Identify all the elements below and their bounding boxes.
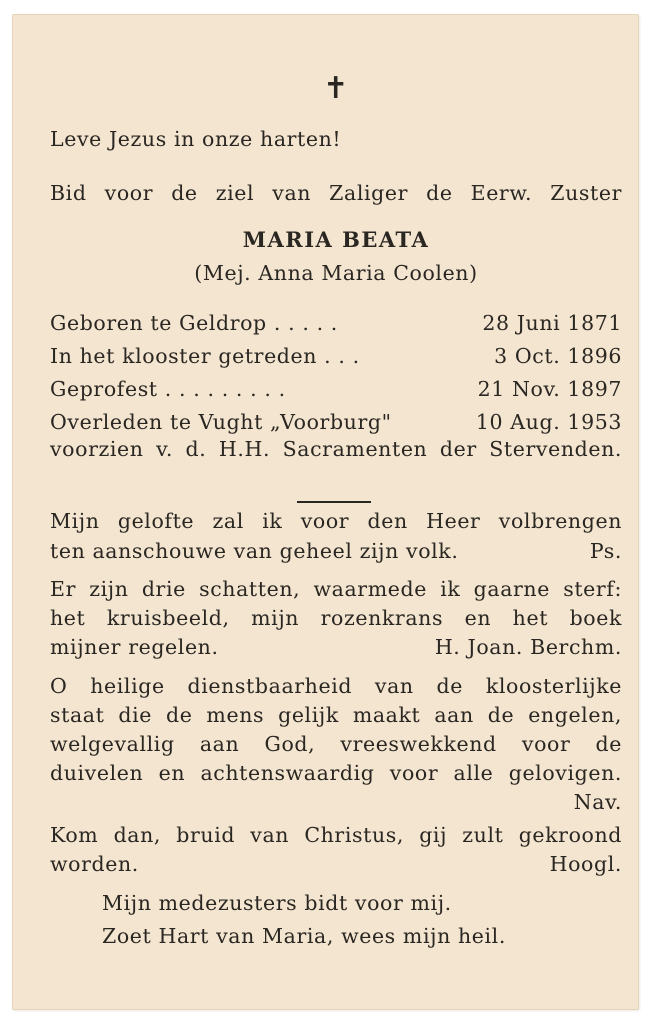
event-label: Overleden te Vught „Voorburg": [50, 410, 392, 434]
quote-3-line-3: welgevallig aan God, vreeswekkend voor de: [50, 732, 622, 756]
event-label: In het klooster getreden . . .: [50, 344, 360, 368]
event-profession: [50, 376, 622, 402]
quote-4-line-1: Kom dan, bruid van Christus, gij zult gekroond: [50, 823, 622, 847]
event-death: [50, 409, 622, 435]
event-label: Geboren te Geldrop . . . . .: [50, 311, 338, 335]
event-date: 21 Nov. 1897: [477, 377, 622, 401]
sacraments-line: voorzien v. d. H.H. Sacramenten der Stervenden.: [50, 437, 622, 461]
quote-3-line-2: staat die de mens gelijk maakt aan de engelen,: [50, 703, 622, 727]
quote-line: mijner regelen.: [50, 635, 219, 659]
quote-1-last: [50, 538, 622, 564]
memorial-card: [12, 14, 639, 1010]
quote-source: Hoogl.: [549, 852, 622, 876]
quote-source: H. Joan. Berchm.: [434, 635, 622, 659]
quote-source: Nav.: [573, 790, 622, 814]
quote-3-line-1: O heilige dienstbaarheid van de kloosterlijke: [50, 674, 622, 698]
closing-line-1: Mijn medezusters bidt voor mij.: [102, 891, 452, 915]
religious-name: MARIA BEATA: [242, 227, 430, 252]
event-date: 3 Oct. 1896: [494, 344, 622, 368]
closing-line-2: Zoet Hart van Maria, wees mijn heil.: [102, 924, 506, 948]
quote-4-last: [50, 851, 622, 877]
prayer-intro: Bid voor de ziel van Zaliger de Eerw. Zuster: [50, 181, 622, 205]
quote-1-line-1: Mijn gelofte zal ik voor den Heer volbrengen: [50, 509, 622, 533]
divider: [297, 501, 371, 503]
event-date: 10 Aug. 1953: [475, 410, 622, 434]
event-entry: [50, 343, 622, 369]
event-date: 28 Juni 1871: [482, 311, 622, 335]
quote-line: worden.: [50, 852, 139, 876]
quote-2-line-1: Er zijn drie schatten, waarmede ik gaarne sterf:: [50, 577, 622, 601]
cross-icon: ✝: [323, 71, 349, 106]
quote-2-line-2: het kruisbeeld, mijn rozenkrans en het boek: [50, 606, 622, 630]
quote-source: Ps.: [589, 539, 622, 563]
quote-3-line-4: duivelen en achtenswaardig voor alle gelovigen.: [50, 761, 622, 785]
greeting: Leve Jezus in onze harten!: [50, 127, 342, 151]
civil-name: (Mej. Anna Maria Coolen): [194, 261, 478, 285]
event-label: Geprofest . . . . . . . . .: [50, 377, 286, 401]
quote-line: ten aanschouwe van geheel zijn volk.: [50, 539, 459, 563]
event-birth: [50, 310, 622, 336]
quote-2-last: [50, 634, 622, 660]
